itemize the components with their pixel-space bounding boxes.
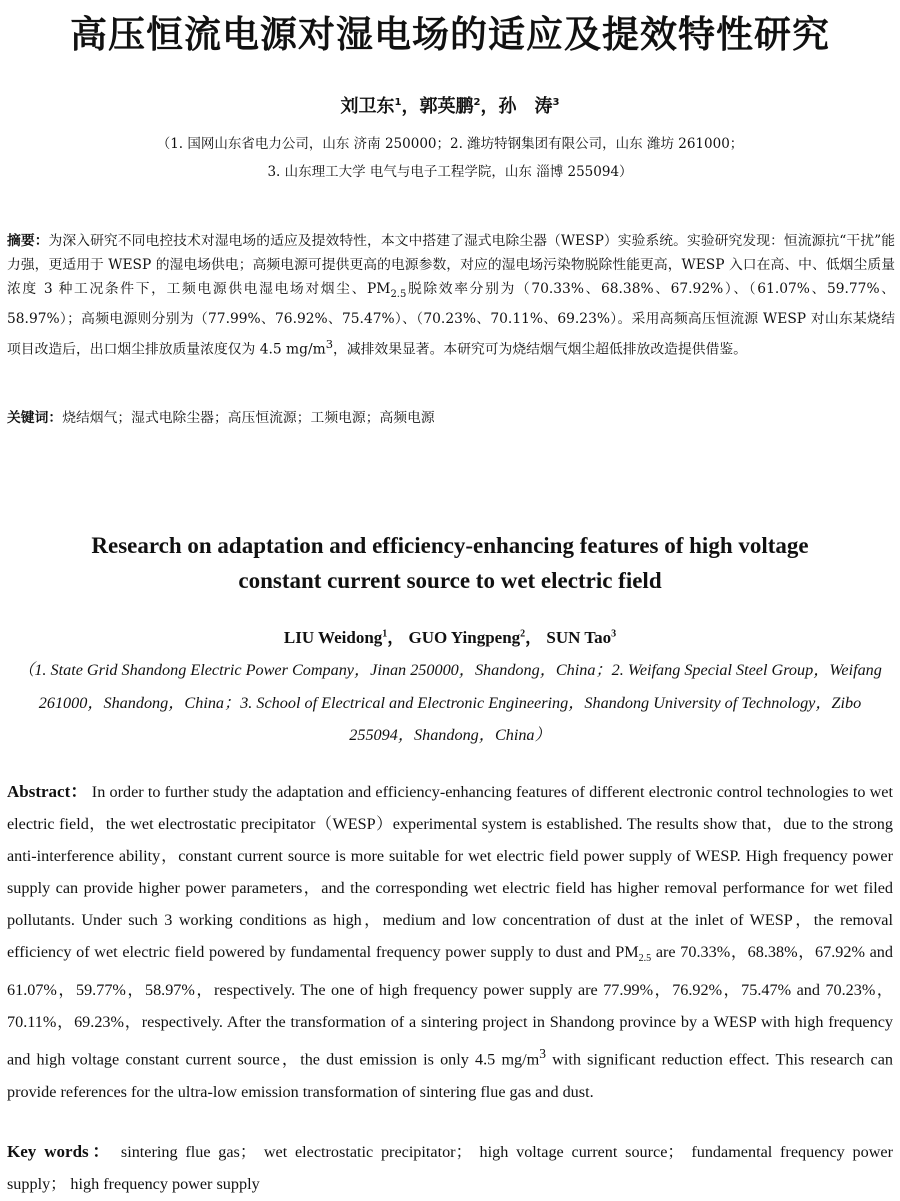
author-name: GUO Yingpeng xyxy=(408,628,521,647)
keywords-chinese xyxy=(7,406,895,430)
subscript: 2.5 xyxy=(638,952,652,964)
author-separator: ， xyxy=(401,96,420,117)
paper-title-chinese: 高压恒流电源对湿电场的适应及提效特性研究 xyxy=(70,13,830,56)
keywords-english xyxy=(7,1136,893,1201)
abstract-english-text: In order to further study the adaptation and efficiency-enhancing features of different electronic control technologies to wet electric field，the wet electrostatic precipitator（WESP）experimental system is established. The results show that，due to the strong anti-interference ability，constant current source is more suitable for wet electric field power supply of WESP. High frequency power supply can provide higher power parameters，and the corresponding wet electric field has higher removal performance for wet filed pollutants. Under such 3 working conditions as high，medium and low concentration of dust at the inlet of WESP，the removal efficiency of wet electric field powered by fundamental frequency power supply to dust and PM xyxy=(7,783,893,961)
superscript: 3 xyxy=(539,1046,546,1062)
abstract-chinese-text: ，减排效果显著。本研究可为烧结烟气烟尘超低排放改造提供借鉴。 xyxy=(333,341,747,358)
author-list-english xyxy=(0,623,900,648)
paper-title-english xyxy=(0,528,900,598)
keywords-english-label: Key words： xyxy=(7,1142,114,1161)
abstract-chinese-label: 摘要： xyxy=(7,233,49,249)
author-affiliation-mark: 2 xyxy=(520,628,526,640)
paper-title-english-line-2: constant current source to wet electric field xyxy=(238,568,662,593)
author-affiliation-mark: 1 xyxy=(382,628,388,640)
keywords-chinese-text: 烧结烟气；湿式电除尘器；高压恒流源；工频电源；高频电源 xyxy=(62,410,435,426)
author-name: LIU Weidong xyxy=(283,628,383,647)
author-affiliation-mark: 1 xyxy=(394,97,402,108)
abstract-chinese xyxy=(7,229,895,361)
keywords-chinese-label: 关键词： xyxy=(7,410,63,426)
affiliation-chinese-line-2: 3. 山东理工大学 电气与电子工程学院，山东 淄博 255094） xyxy=(267,164,633,180)
paper-title-english-line-1: Research on adaptation and efficiency-enhancing features of high voltage xyxy=(91,533,809,558)
author-name: 郭英鹏 xyxy=(419,96,474,117)
affiliation-english: （1. State Grid Shandong Electric Power Company，Jinan 250000，Shandong，China；2. Weifang Special Steel Group，Weifang 261000，Shandong，China；3. School of Electrical and Electronic Engineering，Shandong University of Technology，Zibo 255094，Shandong，China） xyxy=(18,661,882,744)
author-separator: ， xyxy=(387,628,409,647)
author-name: 孙 涛 xyxy=(498,96,553,117)
affiliation-chinese-line-1: （1. 国网山东省电力公司，山东 济南 250000；2. 潍坊特钢集团有限公司，山东 潍坊 261000； xyxy=(156,136,744,152)
author-affiliation-mark: 2 xyxy=(473,97,481,108)
abstract-chinese-text: 脱除效率分别为（70.33%、68.38%、67.92%）、（61.07%、59.77%、58.97%）；高频电源则分别为（77.99%、76.92%、75.47%）、（70.23%、70.11%、69.23%）。采用高频高压恒流源 WESP 对山东某烧结项目改造后，出口烟尘排放质量浓度仅为 4.5 mg/m xyxy=(7,281,895,358)
abstract-chinese-text: 为深入研究不同电控技术对湿电场的适应及提效特性，本文中搭建了湿式电除尘器（WESP）实验系统。实验研究发现：恒流源抗“干扰”能力强，更适用于 WESP 的湿电场供电；高频电源可提供更高的电源参数，对应的湿电场污染物脱除性能更高，WESP 入口在高、中、低烟尘质量浓度 3 种工况条件下，工频电源供电湿电场对烟尘、PM xyxy=(7,233,896,298)
superscript: 3 xyxy=(325,336,334,351)
subscript: 2.5 xyxy=(390,289,407,301)
author-affiliation-mark: 3 xyxy=(552,97,560,108)
author-separator: ， xyxy=(480,96,499,117)
author-affiliation-mark: 3 xyxy=(611,628,617,640)
author-separator: ， xyxy=(525,628,547,647)
abstract-english-text: are 70.33%，68.38%，67.92% and 61.07%，59.77%，58.97%，respectively. The one of high frequency power supply are 77.99%，76.92%，75.47% and 70.23%，70.11%，69.23%，respectively. After the transformation of a sintering project in Shandong province by a WESP with high frequency and high voltage constant current source，the dust emission is only 4.5 mg/m xyxy=(7,942,893,1069)
abstract-english-text: with significant reduction effect. This research can provide references for the ultra-low emission transformation of sintering flue gas and dust. xyxy=(7,1050,893,1101)
keywords-english-text: sintering flue gas； wet electrostatic precipitator； high voltage current source； fundamental frequency power supply； high frequency power supply xyxy=(7,1143,893,1193)
abstract-english xyxy=(7,776,893,1109)
author-name: SUN Tao xyxy=(546,628,612,647)
abstract-english-label: Abstract： xyxy=(7,782,88,801)
author-list-chinese xyxy=(0,92,900,118)
author-name: 刘卫东 xyxy=(340,96,395,117)
